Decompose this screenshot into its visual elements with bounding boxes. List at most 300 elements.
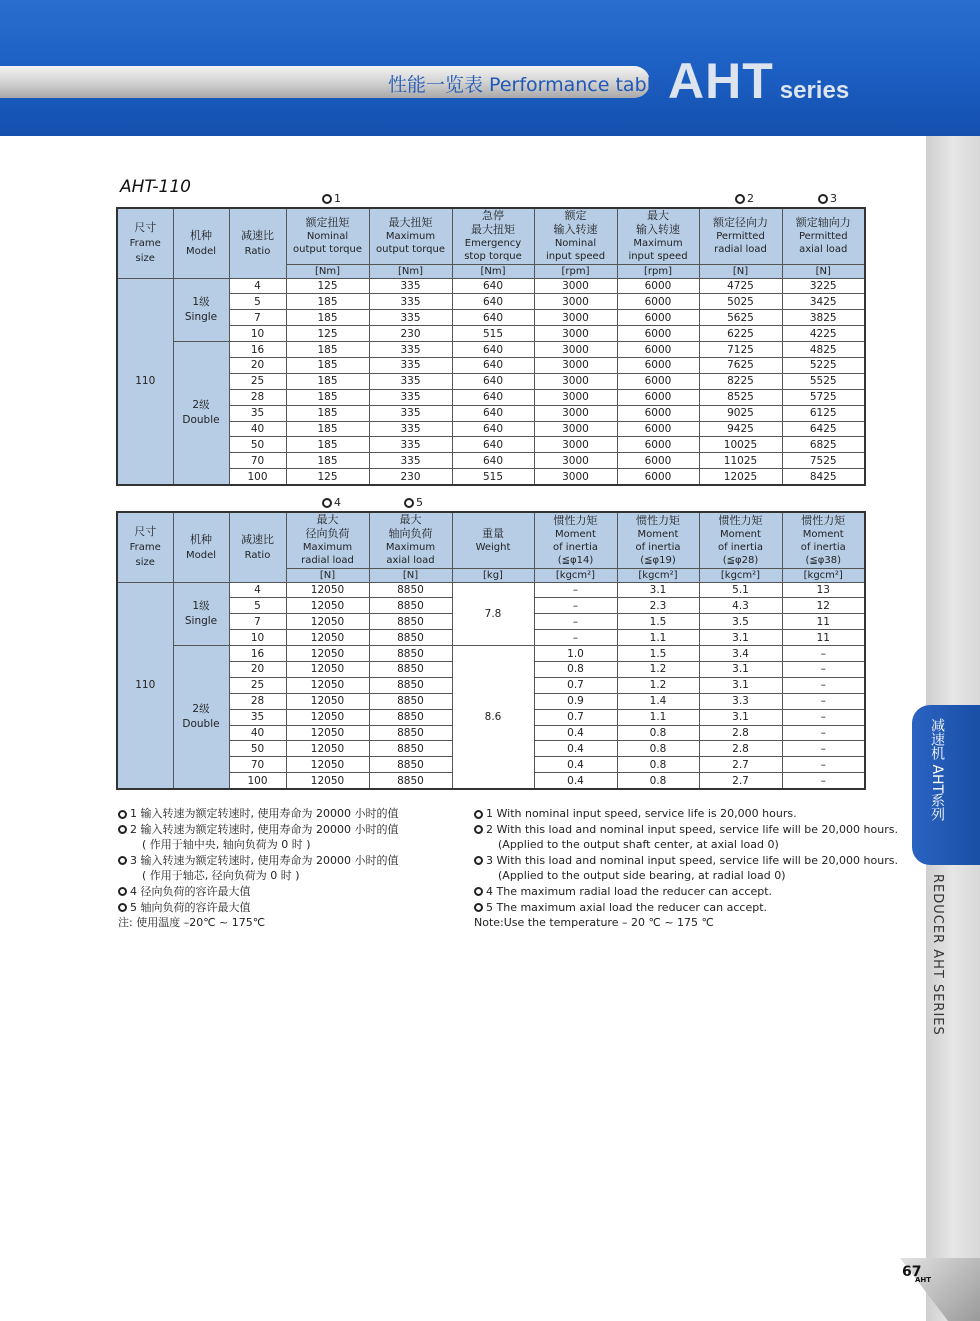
table-cell: 12050 — [286, 773, 369, 789]
note-text: 注: 使用温度 –20℃ ~ 175℃ — [118, 916, 266, 930]
table-cell: 12050 — [286, 582, 369, 598]
header-line: size — [135, 253, 155, 265]
circle-icon — [474, 856, 483, 865]
table-cell: 13 — [782, 582, 865, 598]
table-cell: 9025 — [699, 405, 782, 421]
column-header — [117, 512, 173, 582]
frame-size-cell: 110 — [117, 582, 173, 789]
note-mark: 3 — [130, 853, 137, 867]
table-cell: 185 — [286, 373, 369, 389]
table-cell: 3225 — [782, 278, 865, 294]
table-cell: 11025 — [699, 453, 782, 469]
table-cell: 5225 — [782, 357, 865, 373]
table-cell: 1.5 — [617, 614, 699, 630]
table-cell: 230 — [369, 469, 452, 485]
page-title: 性能一览表 Performance table — [388, 74, 664, 96]
note-text: With this load and nominal input speed, service life will be 20,000 hours. — [496, 853, 898, 867]
table-cell: 12050 — [286, 709, 369, 725]
table-cell: 11 — [782, 614, 865, 630]
table-cell: 3.1 — [699, 661, 782, 677]
table-cell: 125 — [286, 326, 369, 342]
header-line: Permitted — [798, 231, 848, 243]
table-cell: – — [782, 646, 865, 662]
table-row — [117, 310, 865, 326]
table-row — [117, 405, 865, 421]
table-cell: 6000 — [617, 326, 699, 342]
table-cell: 3.3 — [699, 693, 782, 709]
table-cell: – — [534, 598, 617, 614]
table-cell: 335 — [369, 405, 452, 421]
table-cell: – — [782, 661, 865, 677]
table-cell: 8850 — [369, 646, 452, 662]
header-line: 额定扭矩 — [305, 216, 350, 230]
header-line: radial load — [714, 244, 767, 256]
model-single-cell — [173, 582, 229, 646]
table-cell: 8850 — [369, 630, 452, 646]
note-line — [118, 884, 398, 900]
column-header — [617, 208, 699, 264]
table-cell: 3000 — [534, 373, 617, 389]
header-line: 最大 — [647, 209, 669, 223]
header-line: 轴向负荷 — [388, 527, 433, 541]
table-cell: 70 — [229, 453, 286, 469]
header-line: 尺寸 — [134, 525, 157, 539]
table-cell: 4825 — [782, 342, 865, 358]
table-cell: 3825 — [782, 310, 865, 326]
table-cell: – — [782, 773, 865, 789]
table-cell: 3.1 — [617, 582, 699, 598]
header-line: of inertia — [635, 541, 681, 553]
header-line: Model — [185, 245, 217, 257]
table-cell: 8850 — [369, 773, 452, 789]
table-cell: 1.1 — [617, 709, 699, 725]
table-cell: 515 — [452, 469, 534, 485]
unit-header: [kgcm²] — [782, 568, 865, 582]
table-cell: 3000 — [534, 469, 617, 485]
table-cell: 640 — [452, 453, 534, 469]
header-line: axial load — [799, 244, 848, 256]
table-cell: 11 — [782, 630, 865, 646]
table-cell: 335 — [369, 278, 452, 294]
table-row — [117, 437, 865, 453]
header-line: Maximum — [302, 542, 353, 554]
table-cell: – — [782, 693, 865, 709]
column-header — [369, 208, 452, 264]
header-line: Permitted — [716, 231, 765, 243]
table-cell: 4725 — [699, 278, 782, 294]
table-cell: 28 — [229, 693, 286, 709]
circle-icon — [322, 194, 332, 204]
table-cell: 50 — [229, 437, 286, 453]
table-row — [117, 357, 865, 373]
brand-logo — [668, 52, 849, 110]
table-cell: 185 — [286, 342, 369, 358]
header-line: 惯性力矩 — [718, 513, 763, 527]
circle-icon — [118, 856, 127, 865]
note-mark: 3 — [486, 853, 493, 867]
column-header — [369, 512, 452, 568]
unit-header: [Nm] — [286, 264, 369, 278]
column-header — [286, 208, 369, 264]
table-cell: 335 — [369, 453, 452, 469]
unit-header: [N] — [699, 264, 782, 278]
table-cell: 640 — [452, 437, 534, 453]
table-cell: 3000 — [534, 310, 617, 326]
table-cell: 185 — [286, 310, 369, 326]
note-line — [118, 853, 398, 869]
table-cell: 335 — [369, 310, 452, 326]
table-cell: 5.1 — [699, 582, 782, 598]
circle-icon — [474, 887, 483, 896]
table-cell: 12050 — [286, 614, 369, 630]
table-cell: 8850 — [369, 614, 452, 630]
column-header — [452, 208, 534, 264]
header-line: output torque — [376, 244, 445, 256]
table-cell: 25 — [229, 677, 286, 693]
header-line: size — [135, 557, 155, 569]
circle-icon — [118, 810, 127, 819]
unit-header: [Nm] — [369, 264, 452, 278]
table-cell: 6000 — [617, 389, 699, 405]
table-cell: 185 — [286, 421, 369, 437]
table-row — [117, 294, 865, 310]
note-text: ( 作用于轴中央, 轴向负荷为 0 时 ) — [142, 838, 311, 852]
header-line: Maximum — [385, 231, 436, 243]
note-line — [118, 900, 398, 916]
note-text: The maximum radial load the reducer can accept. — [496, 884, 773, 898]
header-line: Moment — [637, 528, 679, 540]
table-cell: 3000 — [534, 405, 617, 421]
header-line: 急停 — [482, 209, 504, 223]
table-cell: – — [534, 614, 617, 630]
table-cell: 8425 — [782, 469, 865, 485]
header-line: 惯性力矩 — [801, 513, 846, 527]
table-cell: 4.3 — [699, 598, 782, 614]
note-line — [474, 915, 898, 931]
header-line: Maximum — [385, 542, 436, 554]
model-cn: 1级 — [192, 295, 210, 308]
note-mark: 4 — [130, 884, 137, 898]
header-line: 输入转速 — [636, 223, 680, 237]
table-cell: 12 — [782, 598, 865, 614]
header-line: 机种 — [190, 532, 212, 546]
table-cell: 40 — [229, 725, 286, 741]
unit-header: [kg] — [452, 568, 534, 582]
table-cell: 640 — [452, 310, 534, 326]
unit-header: [N] — [782, 264, 865, 278]
table-cell: 8850 — [369, 725, 452, 741]
note-text: Note:Use the temperature – 20 ℃ ~ 175 ℃ — [474, 916, 714, 930]
unit-header: [N] — [369, 568, 452, 582]
note-line — [118, 837, 398, 853]
table-cell: 2.7 — [699, 773, 782, 789]
model-cn: 1级 — [192, 599, 210, 612]
table-cell: 12025 — [699, 469, 782, 485]
column-header — [534, 512, 617, 568]
table-cell: 3000 — [534, 342, 617, 358]
header-line: Frame — [129, 238, 161, 250]
table-cell: 10 — [229, 326, 286, 342]
header-line: 减速比 — [241, 532, 274, 546]
table-cell: 5 — [229, 598, 286, 614]
note-text: 输入转速为额定转速时, 使用寿命为 20000 小时的值 — [140, 822, 399, 836]
header-line: 减速比 — [241, 228, 274, 242]
table-cell: 8850 — [369, 693, 452, 709]
unit-header: [kgcm²] — [699, 568, 782, 582]
column-header — [286, 512, 369, 568]
table-cell: 640 — [452, 405, 534, 421]
table-cell: 8850 — [369, 677, 452, 693]
notes-english — [474, 806, 898, 931]
header-line: 额定 — [564, 209, 587, 223]
note-line — [474, 900, 898, 916]
header-line: Moment — [720, 528, 761, 540]
table-row — [117, 373, 865, 389]
note-mark: 2 — [486, 822, 493, 836]
model-en: Single — [184, 614, 218, 627]
header-line: stop torque — [464, 251, 522, 263]
header-line: 尺寸 — [134, 221, 157, 235]
circle-icon — [118, 903, 127, 912]
table-cell: – — [534, 582, 617, 598]
table-cell: 5525 — [782, 373, 865, 389]
note-line — [118, 868, 398, 884]
table-cell: 230 — [369, 326, 452, 342]
table-cell: 6825 — [782, 437, 865, 453]
header-line: Ratio — [244, 245, 271, 257]
note-text: 输入转速为额定转速时, 使用寿命为 20000 小时的值 — [140, 807, 399, 820]
header-line: (≦φ14) — [557, 554, 594, 566]
header-line: of inertia — [717, 541, 764, 553]
header-line: 额定轴向力 — [795, 216, 851, 230]
table-cell: – — [782, 709, 865, 725]
table-cell: 5 — [229, 294, 286, 310]
table-cell: 16 — [229, 342, 286, 358]
column-header — [229, 208, 286, 278]
note-text: With this load and nominal input speed, service life will be 20,000 hours. — [496, 822, 898, 836]
table-cell: 3425 — [782, 294, 865, 310]
table-cell: 12050 — [286, 598, 369, 614]
column-header — [699, 512, 782, 568]
table-cell: 3000 — [534, 326, 617, 342]
table-cell: 5725 — [782, 389, 865, 405]
table-cell: 640 — [452, 357, 534, 373]
table-cell: 7525 — [782, 453, 865, 469]
table-cell: 12050 — [286, 725, 369, 741]
table-cell: 335 — [369, 373, 452, 389]
table-row — [117, 278, 865, 294]
table-cell: 40 — [229, 421, 286, 437]
table-cell: – — [782, 757, 865, 773]
table-cell: 0.4 — [534, 773, 617, 789]
header-line: 重量 — [482, 526, 504, 540]
table-cell: 6000 — [617, 437, 699, 453]
table-row — [117, 421, 865, 437]
table-cell: 6425 — [782, 421, 865, 437]
header-line: Ratio — [244, 549, 271, 561]
table-cell: 2.3 — [617, 598, 699, 614]
header-line: 最大 — [399, 513, 422, 527]
table-cell: 8850 — [369, 709, 452, 725]
table-cell: 20 — [229, 661, 286, 677]
side-series-label: REDUCER AHT SERIES — [930, 874, 945, 1036]
table-cell: 185 — [286, 389, 369, 405]
header-line: Emergency — [464, 238, 522, 250]
note-mark: 5 — [486, 900, 493, 914]
circle-icon — [474, 825, 483, 834]
circle-icon — [118, 887, 127, 896]
table-cell: 6000 — [617, 357, 699, 373]
table-cell: 185 — [286, 453, 369, 469]
header-line: 机种 — [190, 228, 212, 242]
table-row — [117, 453, 865, 469]
table-cell: 5025 — [699, 294, 782, 310]
table-cell: – — [534, 630, 617, 646]
table-cell: 1.5 — [617, 646, 699, 662]
table-cell: 12050 — [286, 677, 369, 693]
performance-table-1 — [116, 207, 866, 486]
table-cell: 6000 — [617, 310, 699, 326]
column-header — [173, 208, 229, 278]
table-cell: 1.0 — [534, 646, 617, 662]
table-cell: 3000 — [534, 453, 617, 469]
table-cell: 0.8 — [617, 741, 699, 757]
table-cell: 25 — [229, 373, 286, 389]
table-cell: 185 — [286, 437, 369, 453]
table-cell: 640 — [452, 421, 534, 437]
table-cell: 0.8 — [617, 773, 699, 789]
header-line: of inertia — [800, 541, 846, 553]
table-cell: 0.8 — [534, 661, 617, 677]
model-single-cell — [173, 278, 229, 342]
table-cell: 3.1 — [699, 709, 782, 725]
unit-header: [kgcm²] — [617, 568, 699, 582]
footnote-marker-4: 4 — [322, 496, 341, 509]
header-line: Nominal — [306, 231, 349, 243]
table-cell: 8850 — [369, 661, 452, 677]
table-cell: 8850 — [369, 757, 452, 773]
header-line: 最大 — [316, 513, 339, 527]
header-line: Moment — [802, 528, 844, 540]
table-cell: 28 — [229, 389, 286, 405]
header-line: Model — [185, 549, 217, 561]
table-cell: 12050 — [286, 741, 369, 757]
note-mark: 1 — [130, 807, 137, 820]
table-cell: 3.5 — [699, 614, 782, 630]
model-en: Double — [182, 718, 220, 731]
header-line: 输入转速 — [553, 223, 598, 237]
header-line: Moment — [555, 528, 596, 540]
model-en: Single — [184, 310, 218, 323]
table-cell: 8850 — [369, 582, 452, 598]
table-cell: 6225 — [699, 326, 782, 342]
table-cell: 35 — [229, 405, 286, 421]
notes-chinese — [118, 806, 398, 931]
header-line: of inertia — [552, 541, 599, 553]
unit-header: [rpm] — [534, 264, 617, 278]
page-number: 67 — [902, 1264, 922, 1280]
header-line: input speed — [545, 251, 606, 263]
table-cell: 7 — [229, 614, 286, 630]
header-line: Weight — [475, 541, 511, 553]
column-header — [617, 512, 699, 568]
table-cell: 7 — [229, 310, 286, 326]
table-cell: 2.7 — [699, 757, 782, 773]
table-cell: 640 — [452, 389, 534, 405]
column-header — [534, 208, 617, 264]
note-text: 轴向负荷的容许最大值 — [140, 900, 251, 914]
note-text: 输入转速为额定转速时, 使用寿命为 20000 小时的值 — [140, 853, 399, 867]
column-header — [699, 208, 782, 264]
frame-size-cell: 110 — [117, 278, 173, 485]
table-cell: 1.2 — [617, 661, 699, 677]
table-cell: 0.7 — [534, 677, 617, 693]
note-line — [474, 884, 898, 900]
table-cell: 6000 — [617, 278, 699, 294]
column-header — [782, 208, 865, 264]
note-text: The maximum axial load the reducer can accept. — [496, 900, 768, 914]
table-cell: 1.2 — [617, 677, 699, 693]
table-cell: 515 — [452, 326, 534, 342]
model-cn: 2级 — [192, 703, 210, 716]
table-cell: 125 — [286, 469, 369, 485]
table-cell: 3000 — [534, 437, 617, 453]
table-cell: 0.7 — [534, 709, 617, 725]
table-cell: 185 — [286, 405, 369, 421]
header-line: input speed — [628, 251, 688, 263]
header-line: output torque — [293, 244, 362, 256]
table-cell: 0.4 — [534, 757, 617, 773]
circle-icon — [474, 810, 483, 819]
table-cell: 6000 — [617, 469, 699, 485]
page-number-sub: AHT — [915, 1276, 932, 1284]
table-cell: 335 — [369, 437, 452, 453]
table-cell: 640 — [452, 294, 534, 310]
table-cell: 12050 — [286, 630, 369, 646]
table-cell: 185 — [286, 294, 369, 310]
table-cell: 6000 — [617, 421, 699, 437]
table-cell: 10 — [229, 630, 286, 646]
note-line — [474, 837, 898, 853]
table-cell: 1.1 — [617, 630, 699, 646]
table-cell: 6000 — [617, 453, 699, 469]
table-cell: 7625 — [699, 357, 782, 373]
unit-header: [N] — [286, 568, 369, 582]
table-cell: 0.9 — [534, 693, 617, 709]
table-cell: 6000 — [617, 373, 699, 389]
table-cell: 3000 — [534, 357, 617, 373]
note-mark: 4 — [486, 884, 493, 898]
note-mark: 1 — [486, 807, 493, 820]
footnote-marker-2: 2 — [735, 192, 754, 205]
table-cell: 8850 — [369, 598, 452, 614]
header-line: 最大扭矩 — [388, 216, 433, 230]
side-tab-label: 减速机 AHT系列 — [929, 718, 945, 822]
model-cn: 2级 — [192, 399, 210, 412]
table-cell: 7125 — [699, 342, 782, 358]
table-cell: 3.4 — [699, 646, 782, 662]
table-cell: 2.8 — [699, 725, 782, 741]
table-cell: 4 — [229, 582, 286, 598]
table-cell: 12050 — [286, 757, 369, 773]
table-cell: 640 — [452, 342, 534, 358]
table-row — [117, 469, 865, 485]
note-line — [474, 806, 898, 822]
table-cell: 0.4 — [534, 741, 617, 757]
footnote-marker-5: 5 — [404, 496, 423, 509]
model-double-cell — [173, 342, 229, 486]
table-cell: 6000 — [617, 342, 699, 358]
